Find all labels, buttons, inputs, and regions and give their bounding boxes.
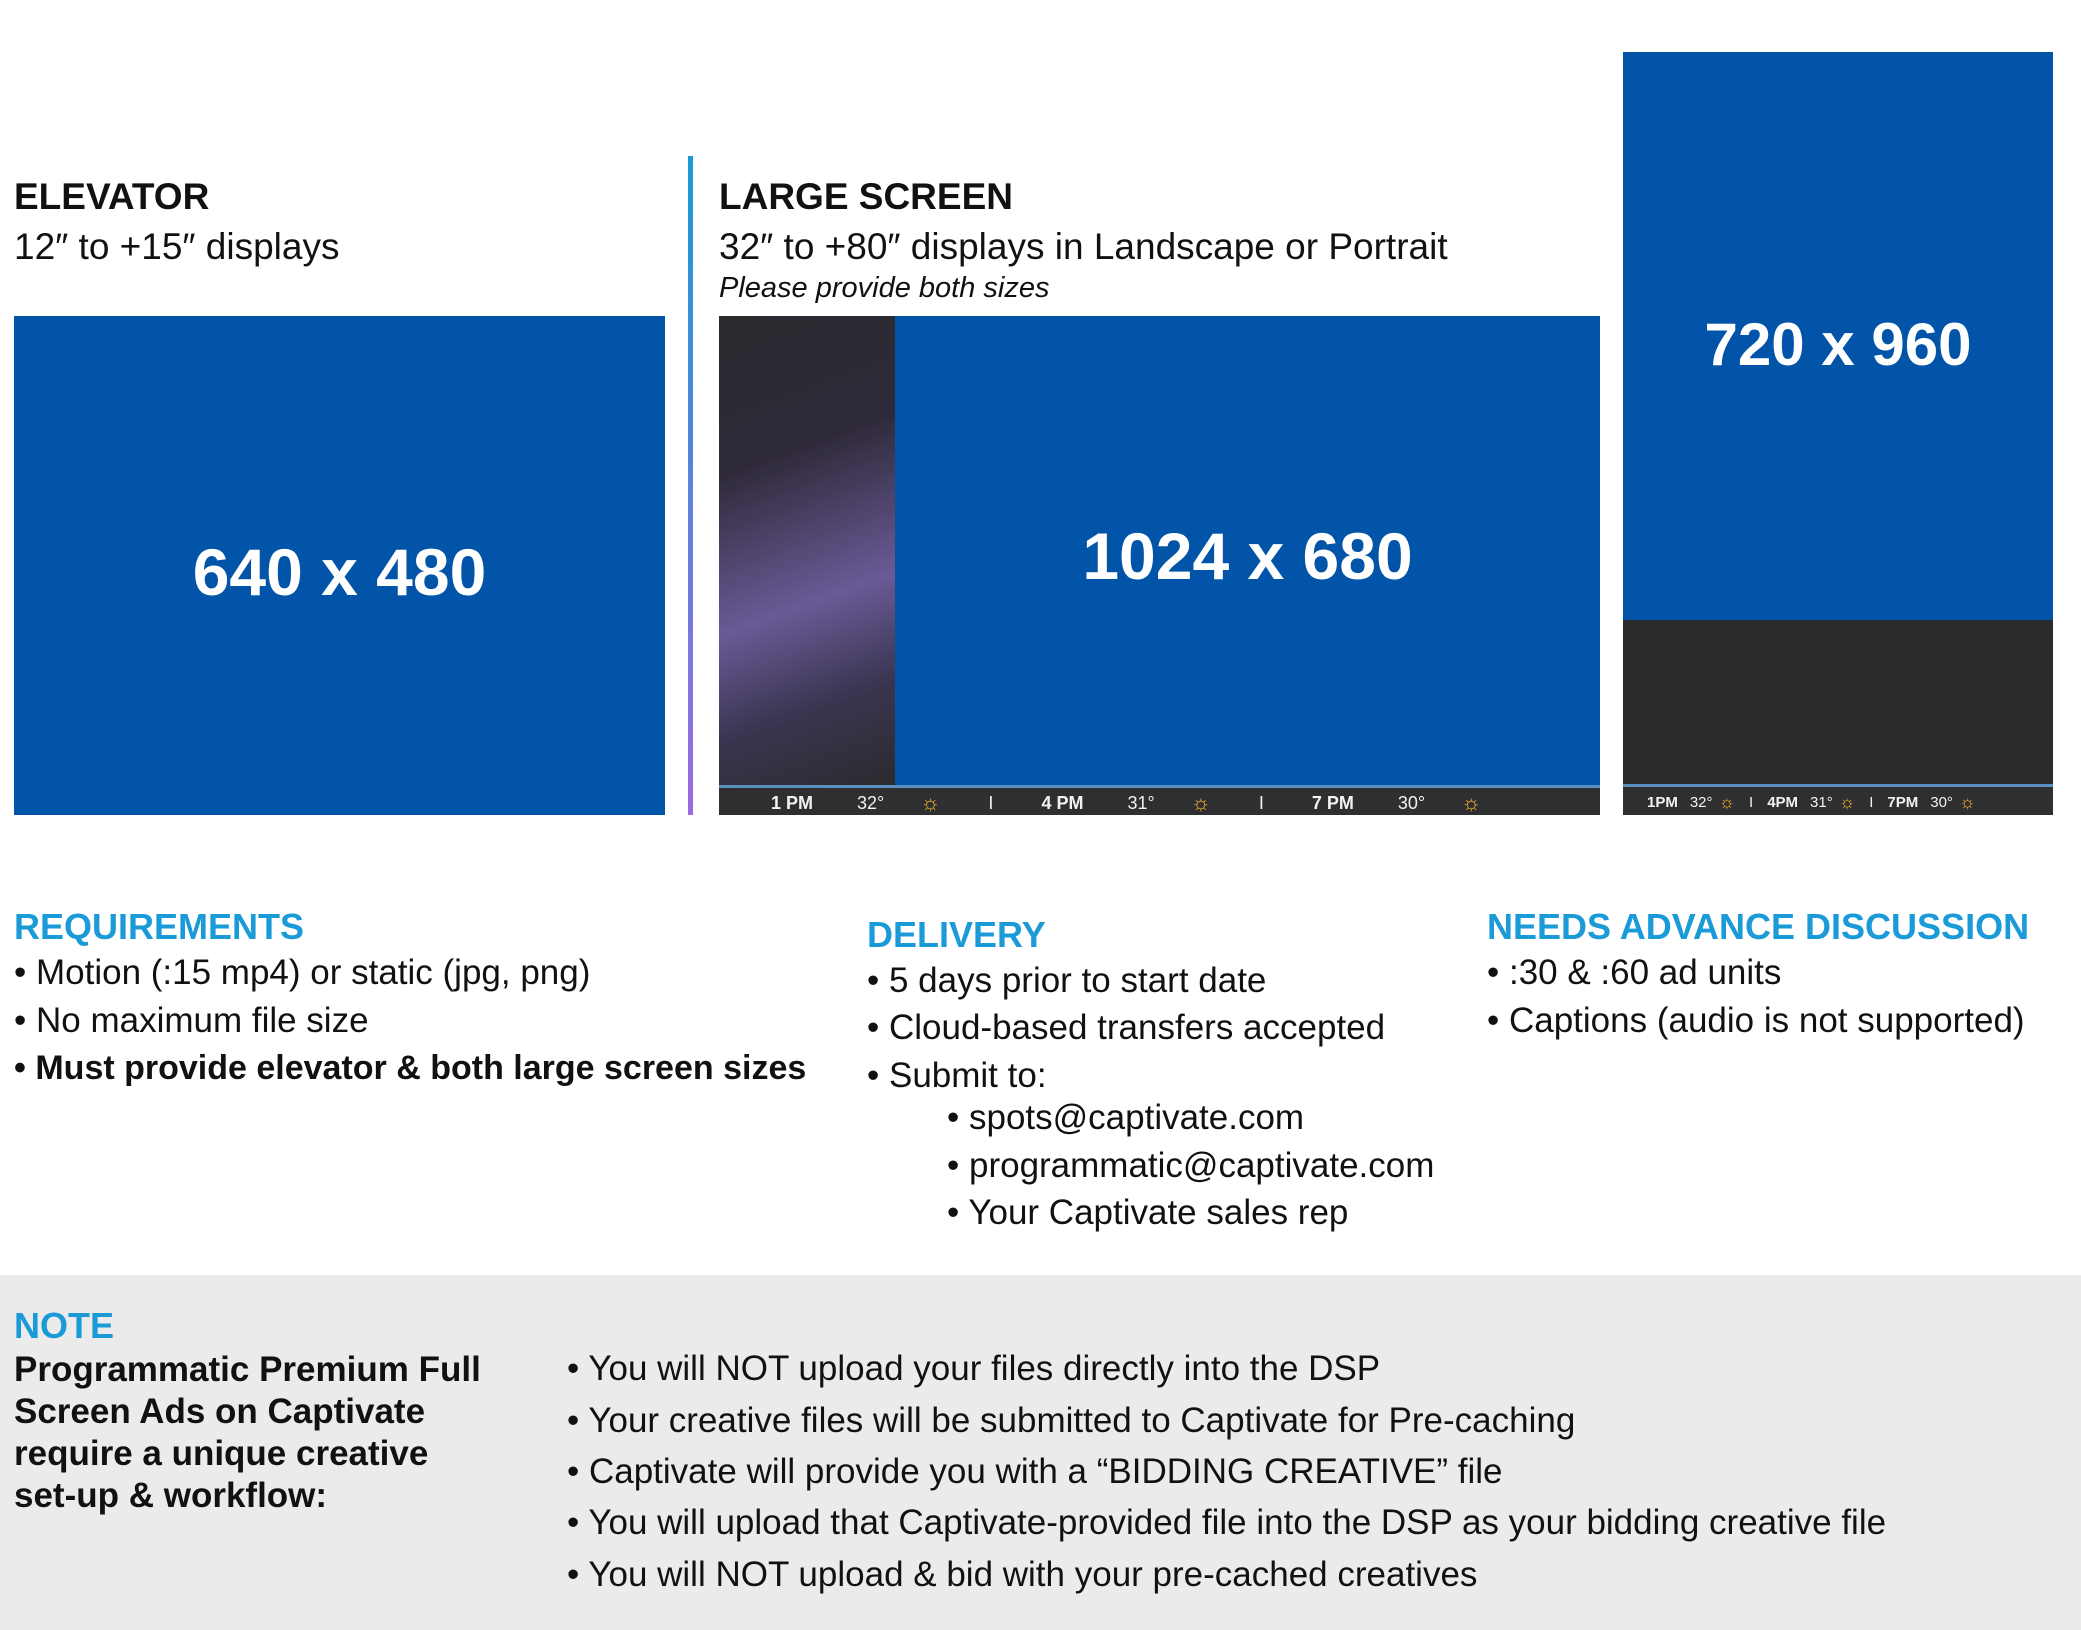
landscape-dimension: 1024 x 680 xyxy=(1082,519,1413,593)
note-panel xyxy=(0,1275,2081,1630)
ticker-time: 1 PM xyxy=(771,792,814,813)
ticker-temp: 30° xyxy=(1397,792,1426,813)
requirements-heading: REQUIREMENTS xyxy=(14,906,305,947)
portrait-weather-ticker xyxy=(1623,784,2053,815)
elevator-subtitle: 12″ to +15″ displays xyxy=(14,226,340,267)
advance-item: • Captions (audio is not supported) xyxy=(1487,1001,2025,1040)
ticker-separator: I xyxy=(1869,794,1874,811)
note-item: • Captivate will provide you with a “BIDDING CREATIVE” file xyxy=(567,1452,1503,1491)
section-divider xyxy=(688,156,693,815)
requirement-item: • Motion (:15 mp4) or static (jpg, png) xyxy=(14,953,591,992)
large-screen-subtitle: 32″ to +80″ displays in Landscape or Portrait xyxy=(719,226,1448,267)
sun-icon: ☼ xyxy=(1838,792,1856,812)
elevator-dimension: 640 x 480 xyxy=(192,535,487,609)
note-body: Programmatic Premium Full Screen Ads on Captivate require a unique creative set-up & workflow: xyxy=(14,1350,481,1515)
submit-sales-rep: • Your Captivate sales rep xyxy=(947,1193,1349,1232)
ticker-time: 7PM xyxy=(1887,794,1919,811)
note-item: • Your creative files will be submitted to Captivate for Pre-caching xyxy=(567,1401,1576,1440)
ticker-separator: I xyxy=(1749,794,1754,811)
note-item: • You will upload that Captivate-provided file into the DSP as your bidding creative file xyxy=(567,1503,1887,1542)
elevator-title: ELEVATOR xyxy=(14,176,210,217)
requirement-item-emphasis: • Must provide elevator & both large screen sizes xyxy=(14,1049,807,1087)
sun-icon: ☼ xyxy=(920,790,941,815)
ticker-temp: 30° xyxy=(1930,794,1953,811)
ticker-time: 4 PM xyxy=(1041,792,1084,813)
requirement-item: • No maximum file size xyxy=(14,1001,369,1040)
ticker-time: 1PM xyxy=(1647,794,1678,811)
note-item: • You will NOT upload your files directly into the DSP xyxy=(567,1349,1381,1388)
portrait-dimension: 720 x 960 xyxy=(1704,311,1972,378)
sun-icon: ☼ xyxy=(1461,790,1482,815)
large-screen-note: Please provide both sizes xyxy=(719,272,1050,304)
delivery-item: • Submit to: xyxy=(867,1056,1047,1095)
ticker-time: 7 PM xyxy=(1311,792,1354,813)
advance-item: • :30 & :60 ad units xyxy=(1487,953,1782,992)
ticker-separator: I xyxy=(988,792,994,813)
portrait-ad-preview xyxy=(1623,52,2053,815)
ticker-separator: I xyxy=(1258,792,1264,813)
sun-icon: ☼ xyxy=(1190,790,1211,815)
ticker-temp: 32° xyxy=(857,792,885,813)
note-item: • You will NOT upload & bid with your pre-cached creatives xyxy=(567,1555,1478,1594)
ticker-temp: 31° xyxy=(1810,794,1833,811)
ticker-time: 4PM xyxy=(1767,794,1799,811)
note-heading: NOTE xyxy=(14,1305,115,1346)
submit-email-spots: • spots@captivate.com xyxy=(947,1098,1305,1137)
ticker-temp: 32° xyxy=(1689,794,1713,811)
portrait-ad-area xyxy=(1623,52,2053,620)
landscape-ad-preview xyxy=(719,316,1600,815)
large-screen-title: LARGE SCREEN xyxy=(719,176,1013,217)
ticker-temp: 31° xyxy=(1127,792,1155,813)
submit-email-programmatic: • programmatic@captivate.com xyxy=(947,1146,1435,1185)
elevator-ad-preview xyxy=(14,316,665,815)
landscape-weather-ticker xyxy=(719,785,1600,815)
delivery-item: • Cloud-based transfers accepted xyxy=(867,1008,1386,1047)
sun-icon: ☼ xyxy=(1958,792,1976,812)
landscape-side-panel xyxy=(719,316,895,786)
advance-discussion-heading: NEEDS ADVANCE DISCUSSION xyxy=(1487,906,2030,947)
delivery-item: • 5 days prior to start date xyxy=(867,961,1267,1000)
sun-icon: ☼ xyxy=(1718,792,1736,812)
delivery-heading: DELIVERY xyxy=(867,914,1046,955)
landscape-ad-area xyxy=(895,316,1600,786)
